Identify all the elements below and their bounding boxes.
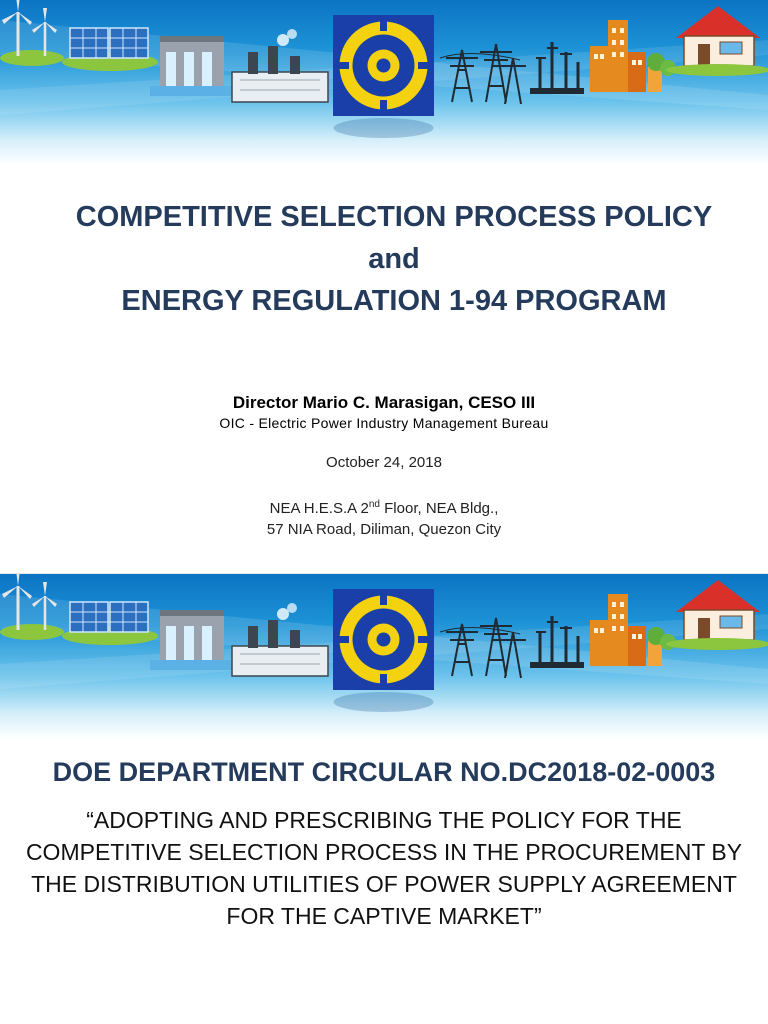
title-line-3: ENERGY REGULATION 1-94 PROGRAM [121,285,667,317]
circular-description: “ADOPTING AND PRESCRIBING THE POLICY FOR THE COMPETITIVE SELECTION PROCESS IN THE PROCUREMENT BY THE DISTRIBUTION UTILITIES OF POWER SUPPLY AGREEMENT FOR THE CAPTIVE MARKET” [25,807,743,929]
venue-line-2: 57 NIA Road, Diliman, Quezon City [266,521,502,538]
title-line-2: and [368,243,420,275]
slide-circular [0,574,768,1024]
presenter-name: Director Mario C. Marasigan, CESO III [232,393,536,412]
venue-block [0,494,768,540]
house-icon [666,6,768,76]
hydro-dam-icon [150,610,234,670]
doe-seal-logo [333,15,434,138]
circular-heading: DOE DEPARTMENT CIRCULAR NO.DC2018-02-0003 [52,757,716,787]
solar-panel-icon [62,28,158,71]
hydro-dam-icon [150,36,234,96]
venue-line-1: NEA H.E.S.A 2nd Floor, NEA Bldg., [269,499,499,517]
presentation-title [20,196,768,322]
title-line-1: COMPETITIVE SELECTION PROCESS POLICY [75,201,713,233]
presenter-office: OIC - Electric Power Industry Management Bureau [219,415,549,431]
presentation-date: October 24, 2018 [326,454,442,471]
doe-seal-logo [333,589,434,712]
house-icon [666,580,768,650]
presenter-block [0,392,768,432]
header-banner [0,574,768,739]
solar-panel-icon [62,602,158,645]
header-banner [0,0,768,165]
